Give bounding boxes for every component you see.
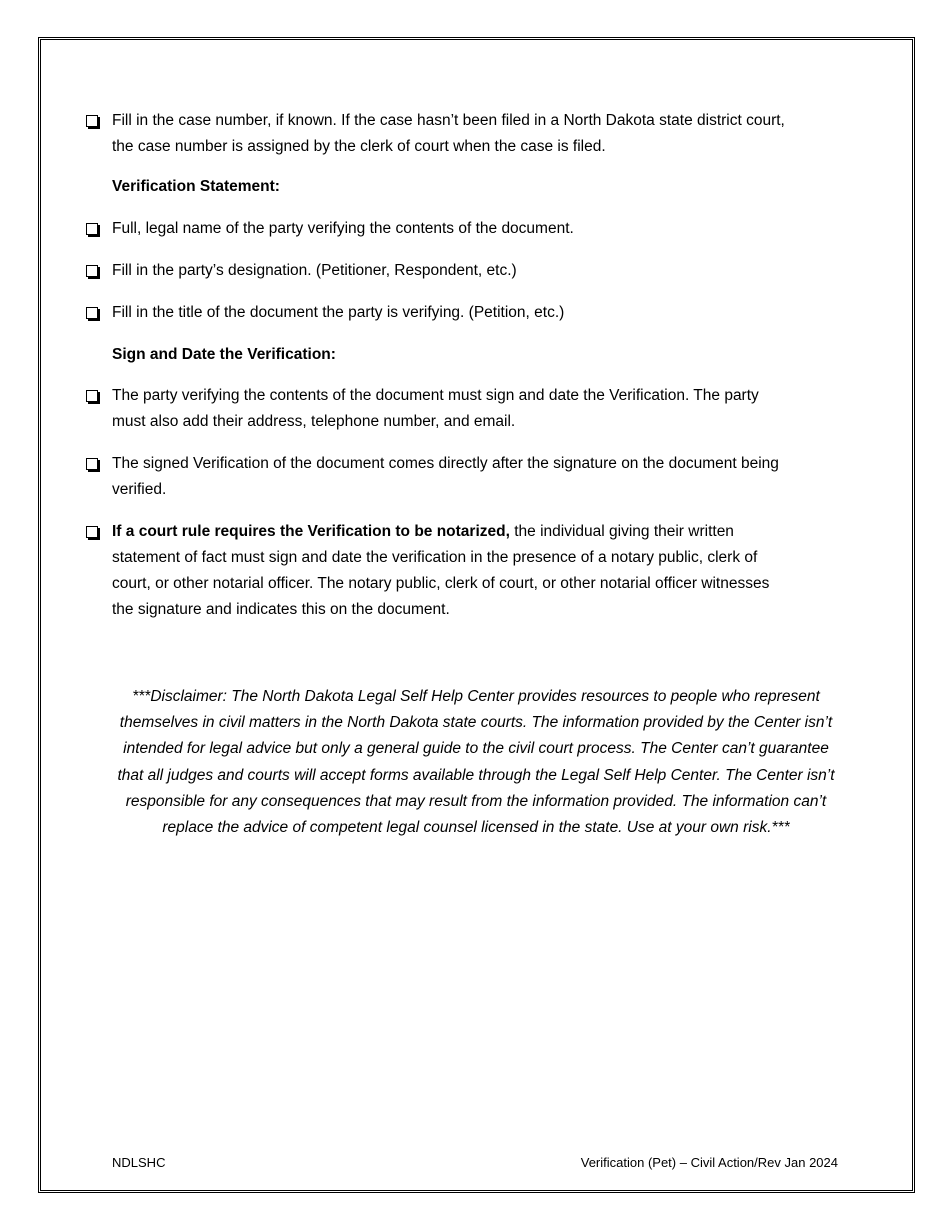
- list-item: [56, 300, 842, 326]
- item-text: The party verifying the contents of the document must sign and date the Verification. The party must also add their address, telephone number, and email.: [112, 387, 759, 430]
- list-item: [56, 519, 842, 623]
- checkbox-icon: [86, 526, 98, 538]
- notarized-text: the individual giving their written statement of fact must sign and date the verification in the presence of a notary public, clerk of court, or other notarial officer. The notary public, clerk of court, or other notarial officer witnesses the signature and indicates this on the document.: [112, 523, 770, 618]
- checkbox-icon: [86, 223, 98, 235]
- item-text: Fill in the case number, if known. If the case hasn’t been filed in a North Dakota state district court, the case number is assigned by the clerk of court when the case is filed.: [112, 112, 785, 155]
- item-text: [112, 519, 792, 623]
- notarized-bold-text: If a court rule requires the Verification to be notarized,: [112, 523, 510, 540]
- item-text: The signed Verification of the document comes directly after the signature on the document being verified.: [112, 455, 779, 498]
- checkbox-icon: [86, 307, 98, 319]
- item-text: Full, legal name of the party verifying the contents of the document.: [112, 220, 574, 237]
- verification-statement-heading: Verification Statement:: [112, 178, 280, 195]
- disclaimer: ***Disclaimer: The North Dakota Legal Self Help Center provides resources to people who represent themselves in civil matters in the North Dakota state courts. The information provided by the Center isn’t intended for legal advice but only a general guide to the civil court process. The Center can’t guarantee that all judges and courts will accept forms available through the Legal Self Help Center. The Center isn’t responsible for any consequences that may result from the information provided. The information can’t replace the advice of competent legal counsel licensed in the state. Use at your own risk.***: [117, 688, 835, 837]
- item-text: Fill in the title of the document the party is verifying. (Petition, etc.): [112, 304, 565, 321]
- footer-right: Verification (Pet) – Civil Action/Rev Jan 2024: [580, 1155, 838, 1170]
- checkbox-icon: [86, 390, 98, 402]
- item-text: Fill in the party’s designation. (Petitioner, Respondent, etc.): [112, 262, 517, 279]
- instructions-content: [112, 108, 842, 623]
- sign-date-heading: Sign and Date the Verification:: [112, 346, 336, 363]
- list-item: [56, 108, 842, 160]
- checkbox-icon: [86, 458, 98, 470]
- list-item: [56, 216, 842, 242]
- footer-left: NDLSHC: [112, 1155, 166, 1170]
- list-item: [56, 383, 842, 435]
- list-item: [56, 451, 842, 503]
- checkbox-icon: [86, 265, 98, 277]
- list-item: [56, 258, 842, 284]
- checkbox-icon: [86, 115, 98, 127]
